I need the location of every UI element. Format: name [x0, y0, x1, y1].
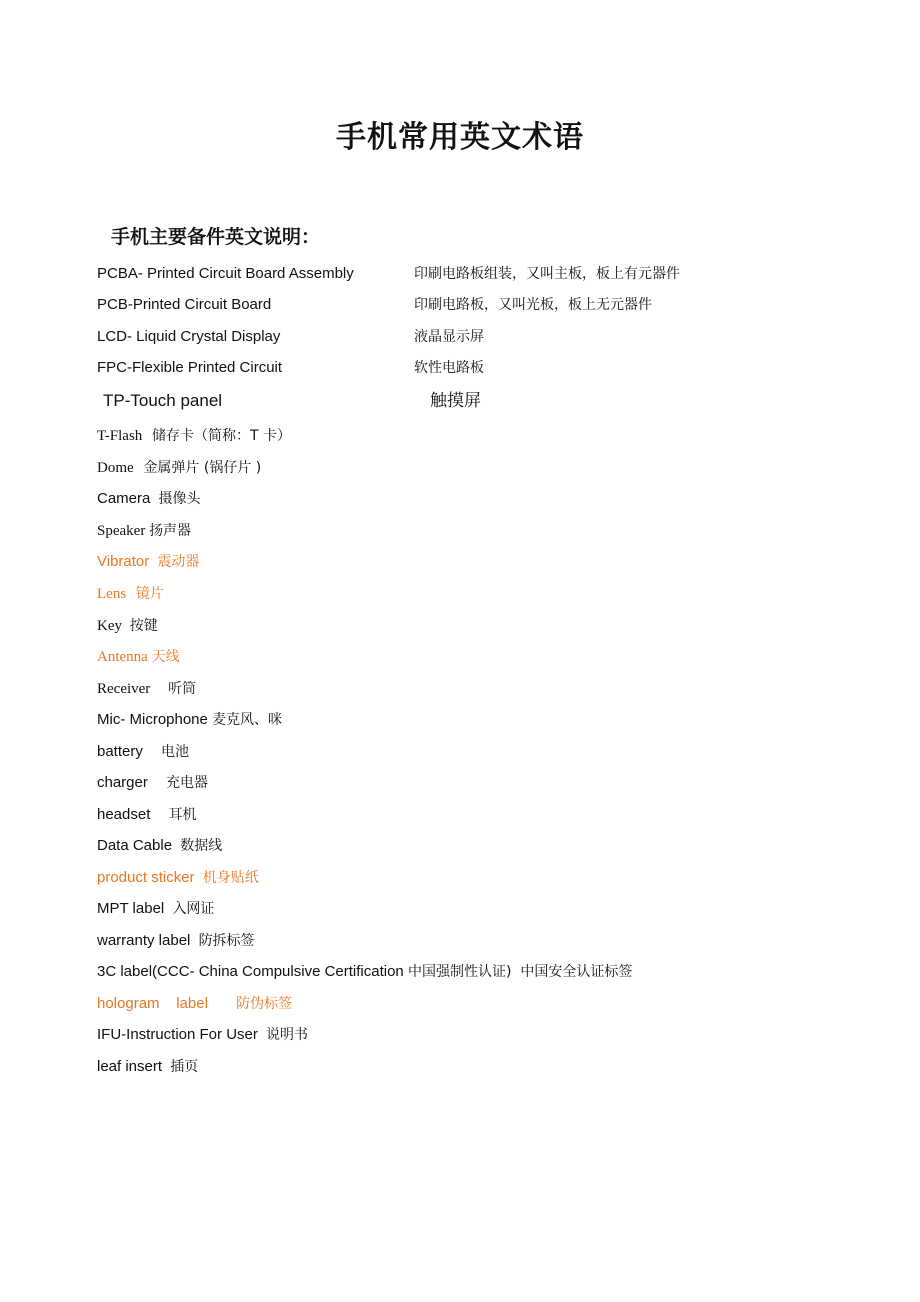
- term-zh: 摄像头: [158, 491, 201, 507]
- term-zh: 镜片: [135, 586, 164, 602]
- term-pcba-zh: 印刷电路板组装，又叫主板，板上有元器件: [414, 266, 680, 282]
- term-zh: 储存卡（简称：T 卡）: [152, 428, 292, 444]
- term-zh: 按键: [129, 618, 158, 634]
- term-en: Receiver: [97, 681, 151, 697]
- term-zh: 震动器: [157, 554, 200, 570]
- term-key: [97, 614, 158, 638]
- term-en: Lens: [97, 586, 127, 602]
- term-pcb-en: PCB-Printed Circuit Board: [97, 296, 272, 313]
- term-zh: 插页: [170, 1059, 199, 1075]
- term-zh: 听筒: [168, 681, 197, 697]
- term-zh: 天线: [151, 649, 180, 665]
- term-tp-zh: 触摸屏: [430, 391, 481, 411]
- term-headset: [97, 803, 197, 827]
- term-en: Speaker: [97, 523, 146, 539]
- term-battery: [97, 740, 189, 764]
- term-vibrator: [97, 550, 199, 574]
- term-en: battery: [97, 743, 143, 760]
- term-data-cable: [97, 834, 222, 858]
- term-lcd-zh: 液晶显示屏: [414, 329, 484, 345]
- term-antenna: [97, 645, 180, 669]
- term-fpc-en: FPC-Flexible Printed Circuit: [97, 359, 283, 376]
- term-speaker: [97, 519, 191, 543]
- term-tflash: [97, 424, 291, 448]
- term-lcd-en: LCD- Liquid Crystal Display: [97, 328, 281, 345]
- term-en: 3C label(CCC- China Compulsive Certification: [97, 963, 404, 980]
- term-en: Antenna: [97, 649, 148, 665]
- term-mpt-label: [97, 897, 214, 921]
- term-en: charger: [97, 774, 148, 791]
- term-product-sticker: [97, 866, 259, 890]
- term-receiver: [97, 677, 196, 701]
- term-en: Vibrator: [97, 553, 150, 570]
- term-zh: 防伪标签: [236, 996, 293, 1012]
- term-en: leaf insert: [97, 1058, 163, 1075]
- term-en: hologram label: [97, 995, 208, 1012]
- term-zh: 中国强制性认证) 中国安全认证标签: [407, 964, 633, 980]
- section-heading: 手机主要备件英文说明：: [111, 226, 321, 248]
- term-en: Mic- Microphone: [97, 711, 208, 728]
- term-zh: 机身贴纸: [202, 870, 259, 886]
- term-en: T-Flash: [97, 428, 143, 444]
- term-zh: 麦克风、咪: [212, 712, 283, 728]
- term-pcba-en: PCBA- Printed Circuit Board Assembly: [97, 265, 354, 282]
- term-en: product sticker: [97, 869, 195, 886]
- term-zh: 金属弹片 (锅仔片 ): [143, 460, 262, 476]
- page-title: 手机常用英文术语: [336, 120, 584, 155]
- term-en: Data Cable: [97, 837, 173, 854]
- term-zh: 充电器: [166, 775, 209, 791]
- term-lens: [97, 582, 164, 606]
- term-ifu: [97, 1023, 308, 1047]
- term-fpc-zh: 软性电路板: [414, 360, 484, 376]
- term-pcb-zh: 印刷电路板，又叫光板，板上无元器件: [414, 297, 652, 313]
- term-3c-label: [97, 960, 632, 984]
- term-zh: 扬声器: [149, 523, 192, 539]
- term-en: Camera: [97, 490, 151, 507]
- term-camera: [97, 487, 201, 511]
- term-leaf-insert: [97, 1055, 198, 1079]
- term-mic: [97, 708, 282, 732]
- term-zh: 防拆标签: [198, 933, 255, 949]
- term-tp-en: TP-Touch panel: [103, 391, 223, 410]
- term-en: Dome: [97, 460, 134, 476]
- term-zh: 入网证: [172, 901, 215, 917]
- term-en: IFU-Instruction For User: [97, 1026, 258, 1043]
- term-en: Key: [97, 618, 122, 634]
- term-zh: 电池: [161, 744, 190, 760]
- term-warranty-label: [97, 929, 255, 953]
- term-hologram-label: [97, 992, 292, 1016]
- term-en: headset: [97, 806, 151, 823]
- term-charger: [97, 771, 208, 795]
- term-zh: 数据线: [180, 838, 223, 854]
- term-zh: 耳机: [168, 807, 197, 823]
- term-en: warranty label: [97, 932, 191, 949]
- term-en: MPT label: [97, 900, 165, 917]
- term-dome: [97, 456, 261, 480]
- term-zh: 说明书: [266, 1027, 309, 1043]
